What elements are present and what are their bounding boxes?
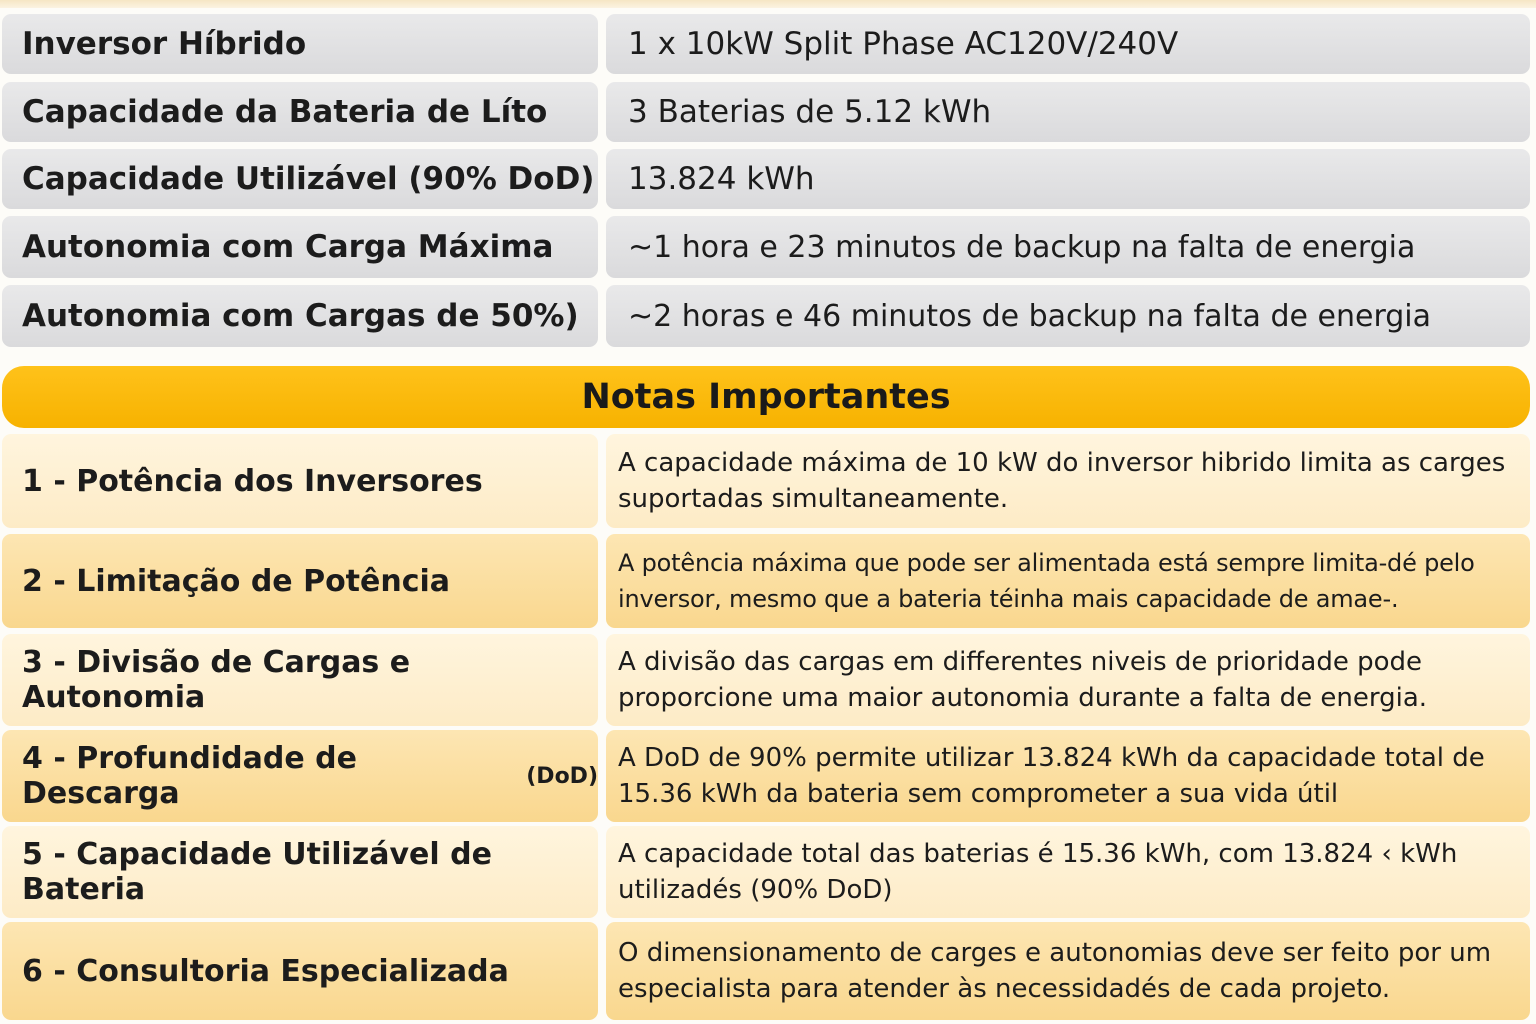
note-label: 5 - Capacidade Utilizável de Bateria xyxy=(2,826,598,918)
note-value: A divisão das cargas em differentes niveis de prioridade pode proporcione uma maior autonomia durante a falta de energia. xyxy=(606,634,1530,726)
note-row-6 xyxy=(0,922,1536,1020)
note-value: A capacidade máxima de 10 kW do inversor hibrido limita as carges suportadas simultaneamente. xyxy=(606,434,1530,528)
spec-value: 1 x 10kW Split Phase AC120V/240V xyxy=(606,14,1530,74)
spec-row-autonomy-max xyxy=(0,216,1536,278)
top-border xyxy=(0,0,1536,8)
note-value: A capacidade total das baterias é 15.36 kWh, com 13.824 ‹ kWh utilizadés (90% DoD) xyxy=(606,826,1530,918)
note-row-4 xyxy=(0,730,1536,822)
notes-banner xyxy=(2,366,1530,428)
note-row-1 xyxy=(0,434,1536,528)
spec-row-inverter xyxy=(0,14,1536,74)
note-label-suffix: (DoD) xyxy=(526,763,598,789)
notes-title: Notas Importantes xyxy=(581,377,951,417)
note-value: A DoD de 90% permite utilizar 13.824 kWh da capacidade total de 15.36 kWh da bateria sem comprometer a sua vida útil xyxy=(606,730,1530,822)
spec-label: Autonomia com Cargas de 50%) xyxy=(2,285,598,347)
spec-label: Inversor Híbrido xyxy=(2,14,598,74)
note-label: 3 - Divisão de Cargas e Autonomia xyxy=(2,634,598,726)
note-value: A potência máxima que pode ser alimentada está sempre limita-dé pelo inversor, mesmo que a bateria téinha mais capacidade de amae-. xyxy=(606,534,1530,628)
note-label xyxy=(2,730,598,822)
note-label-main: 4 - Profundidade de Descarga xyxy=(22,741,357,811)
spec-row-battery-capacity xyxy=(0,82,1536,142)
note-row-2 xyxy=(0,534,1536,628)
spec-value: ~1 hora e 23 minutos de backup na falta de energia xyxy=(606,216,1530,278)
spec-value: 3 Baterias de 5.12 kWh xyxy=(606,82,1530,142)
note-label: 6 - Consultoria Especializada xyxy=(2,922,598,1020)
spec-label: Autonomia com Carga Máxima xyxy=(2,216,598,278)
note-label: 2 - Limitação de Potência xyxy=(2,534,598,628)
spec-value: ~2 horas e 46 minutos de backup na falta de energia xyxy=(606,285,1530,347)
spec-row-autonomy-half xyxy=(0,285,1536,347)
note-row-3 xyxy=(0,634,1536,726)
note-label: 1 - Potência dos Inversores xyxy=(2,434,598,528)
note-value: O dimensionamento de carges e autonomias deve ser feito por um especialista para atender às necessidadés de cada projeto. xyxy=(606,922,1530,1020)
note-row-5 xyxy=(0,826,1536,918)
spec-value: 13.824 kWh xyxy=(606,149,1530,209)
spec-row-usable-capacity xyxy=(0,149,1536,209)
spec-label: Capacidade da Bateria de Líto xyxy=(2,82,598,142)
spec-label: Capacidade Utilizável (90% DoD) xyxy=(2,149,598,209)
